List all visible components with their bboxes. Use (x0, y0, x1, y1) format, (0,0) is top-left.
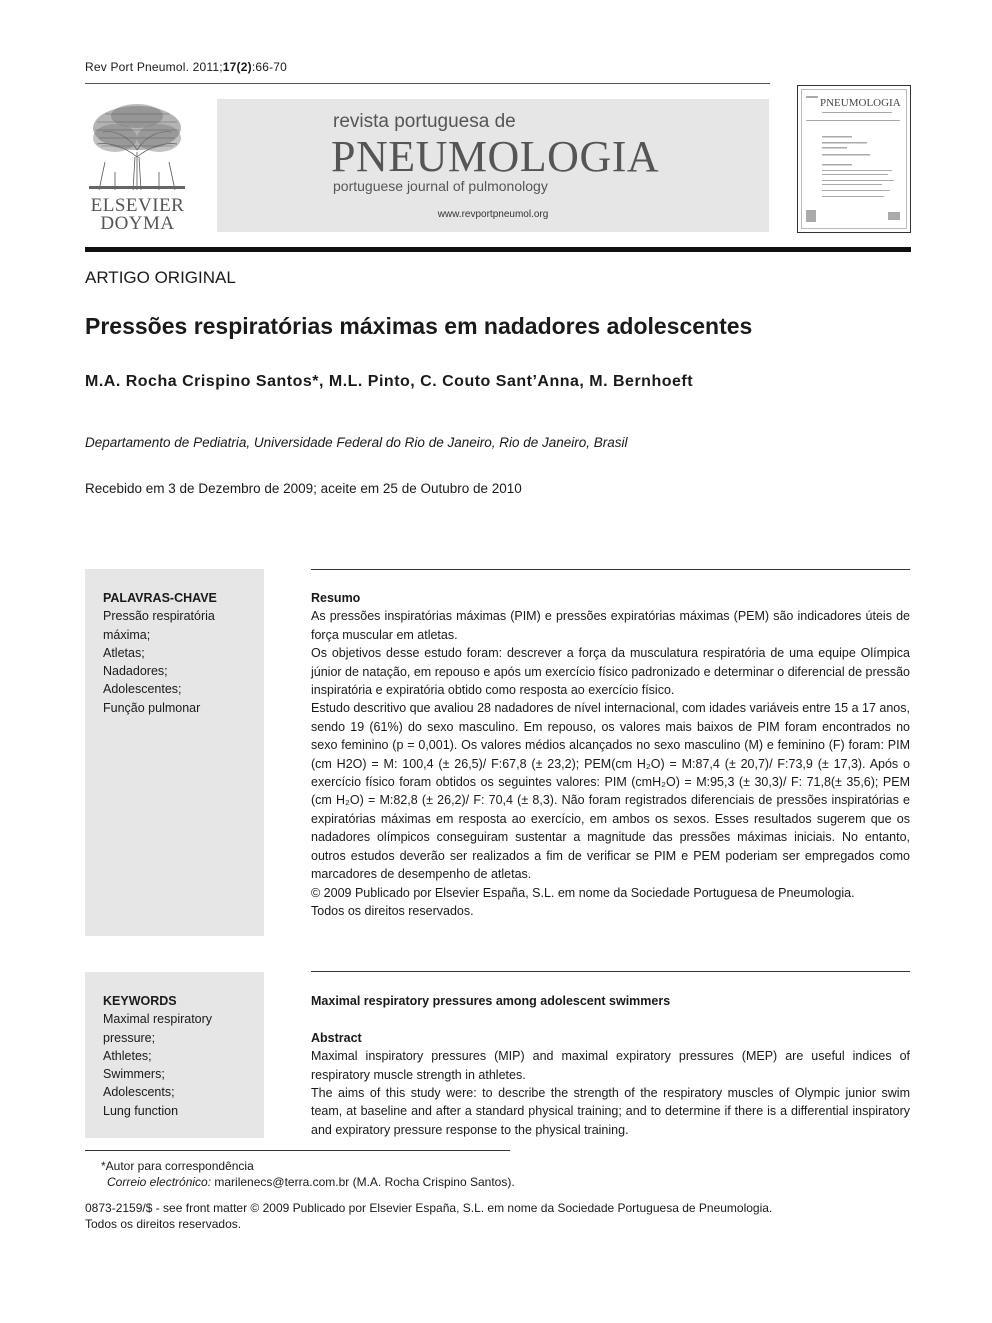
cover-text-lines-icon (802, 90, 906, 228)
publisher-name-line1: ELSEVIER (90, 195, 185, 216)
journal-title: PNEUMOLOGIA (331, 132, 660, 181)
tree-engraving-icon (85, 102, 189, 194)
issn-line1: 0873-2159/$ - see front matter © 2009 Publicado por Elsevier España, S.L. em nome da Sociedade Portuguesa de Pneumologia. (85, 1201, 773, 1215)
citation-line (85, 60, 287, 74)
abstract-section (311, 992, 910, 1139)
citation-pages: :66-70 (251, 60, 288, 74)
keyword-item: Lung function (103, 1103, 179, 1118)
keyword-item: Adolescents; (103, 1085, 175, 1100)
article-title: Pressões respiratórias máximas em nadadores adolescentes (85, 313, 753, 339)
issn-note (85, 1200, 772, 1232)
article-affiliation: Departamento de Pediatria, Universidade Federal do Rio de Janeiro, Rio de Janeiro, Brasil (85, 435, 628, 450)
keyword-item: pressure; (103, 1030, 156, 1045)
citation-volume: 17(2) (222, 60, 252, 74)
resumo-heading: Resumo (311, 591, 361, 605)
keyword-item: Nadadores; (103, 664, 168, 679)
resumo-paragraph: As pressões inspiratórias máximas (PIM) e pressões expiratórias máximas (PEM) são indicadores úteis de força muscular em atletas. (311, 609, 910, 642)
abstract-heading: Abstract (311, 1030, 362, 1045)
journal-name-line1: revista portuguesa de (333, 111, 516, 132)
article-dates: Recebido em 3 de Dezembro de 2009; aceite em 25 de Outubro de 2010 (85, 481, 522, 496)
keyword-item: Atletas; (103, 645, 145, 660)
keywords-pt-box (85, 569, 264, 936)
keyword-item: máxima; (103, 627, 151, 642)
keywords-pt-heading: PALAVRAS-CHAVE (103, 591, 217, 605)
email-note (107, 1174, 515, 1190)
keyword-item: Maximal respiratory (103, 1012, 213, 1027)
cover-frame (801, 89, 907, 229)
keyword-item: Pressão respiratória (103, 609, 215, 624)
article-type: ARTIGO ORIGINAL (85, 268, 236, 287)
keyword-item: Função pulmonar (103, 700, 201, 715)
header-thick-rule (85, 247, 911, 252)
email-label: Correio electrónico: (107, 1175, 212, 1189)
keyword-item: Adolescentes; (103, 682, 182, 697)
cover-title: PNEUMOLOGIA (820, 97, 901, 109)
resumo-copyright: © 2009 Publicado por Elsevier España, S.L. em nome da Sociedade Portuguesa de Pneumologia. (311, 885, 855, 900)
abstract-paragraph: The aims of this study were: to describe the strength of the respiratory muscles of Olympic junior swim team, at baseline and after a standard physical training; and to determine if there is a differential inspiratory and expiratory pressure response to the physical training. (311, 1086, 910, 1137)
keyword-item: Swimmers; (103, 1067, 165, 1082)
resumo-paragraph: Os objetivos desse estudo foram: descrever a força da musculatura respiratória de uma equipe Olímpica júnior de natação, em repouso e após um exercício físico padronizado e determinar o diferencial de pressão inspiratória e expiratória obtido como resposta ao exercício físico. (311, 646, 910, 698)
journal-banner (217, 99, 769, 232)
keywords-en-heading: KEYWORDS (103, 994, 177, 1008)
resumo-rights: Todos os direitos reservados. (311, 903, 474, 918)
issn-line2: Todos os direitos reservados. (85, 1217, 242, 1231)
journal-subtitle: portuguese journal of pulmonology (333, 178, 548, 194)
abstract-paragraph: Maximal inspiratory pressures (MIP) and maximal expiratory pressures (MEP) are useful indices of respiratory muscle strength in athletes. (311, 1049, 910, 1082)
spacer (311, 1010, 910, 1028)
abstract-rule (311, 971, 910, 972)
resumo-rule (311, 569, 910, 570)
journal-cover-thumbnail (797, 85, 911, 233)
keywords-en-box (85, 972, 264, 1138)
article-authors: M.A. Rocha Crispino Santos*, M.L. Pinto, C. Couto Sant’Anna, M. Bernhoeft (85, 373, 694, 390)
email-text[interactable]: marilenecs@terra.com.br (M.A. Rocha Crispino Santos). (211, 1175, 515, 1189)
publisher-logo (80, 100, 195, 232)
footnote-rule (85, 1150, 510, 1151)
keyword-item: Athletes; (103, 1048, 152, 1063)
resumo-paragraph: Estudo descritivo que avaliou 28 nadadores de nível internacional, com idades variáveis entre 15 a 17 anos, sendo 19 (61%) do sexo masculino. Em repouso, os valores mais baixos de PIM foram encontrados no sexo feminino (p = 0,001). Os valores médios alcançados no sexo masculino (M) e feminino (F) foram: PIM (cm H2O) = M: 100,4 (± 26,5)/ F:67,8 (± 23,2); PEM(cm H₂O) = M:87,4 (± 20,7)/ F:73,9 (± 17,3). Após o exercício físico foram obtidos os seguintes valores: PIM (cmH₂O) = M:95,3 (± 30,3)/ F: 71,8(± 35,6); PEM (cm H₂O) = M:82,8 (± 26,2)/ F: 70,4 (± 8,3). Não foram registrados diferenciais de pressões inspiratórias e expiratórias máximas em resposta ao exercício, em ambos os sexos. Esses resultados sugerem que os nadadores olímpicos conseguiram sustentar a magnitude das pressões máximas iniciais. No entanto, outros estudos deverão ser realizados a fim de verificar se PIM e PEM poderiam ser empregados como marcadores de desempenho de atletas. (311, 701, 910, 882)
english-title: Maximal respiratory pressures among adolescent swimmers (311, 994, 671, 1008)
publisher-name-line2: DOYMA (100, 213, 175, 234)
resumo-section (311, 589, 910, 920)
header-rule (85, 83, 770, 84)
journal-url[interactable]: www.revportpneumol.org (437, 209, 549, 220)
corresponding-author-note: *Autor para correspondência (101, 1159, 254, 1173)
citation-journal: Rev Port Pneumol. 2011; (85, 60, 223, 74)
